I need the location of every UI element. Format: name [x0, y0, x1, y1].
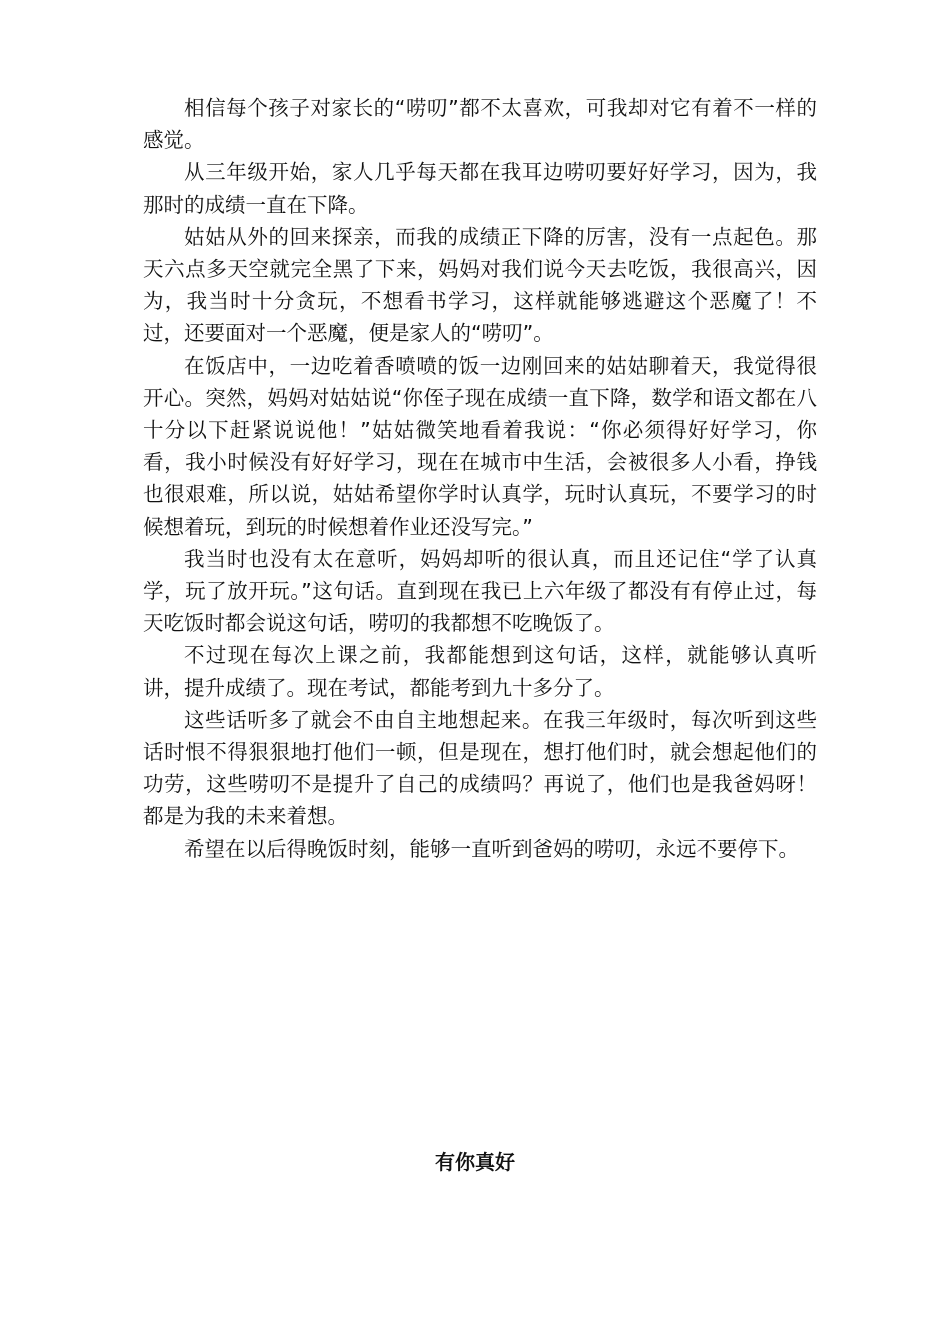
paragraph: 这些话听多了就会不由自主地想起来。在我三年级时，每次听到这些话时恨不得狠狠地打他们一顿，但是现在，想打他们时，就会想起他们的功劳，这些唠叨不是提升了自己的成绩吗？再说了，他们也是我爸妈呀！都是为我的未来着想。 [143, 707, 817, 829]
paragraph: 希望在以后得晚饭时刻，能够一直听到爸妈的唠叨，永远不要停下。 [184, 836, 799, 861]
paragraph: 从三年级开始，家人几乎每天都在我耳边唠叨要好好学习，因为，我那时的成绩一直在下降。 [143, 160, 817, 217]
paragraph: 姑姑从外的回来探亲，而我的成绩正下降的厉害，没有一点起色。那天六点多天空就完全黑了下来，妈妈对我们说今天去吃饭，我很高兴，因为，我当时十分贪玩，不想看书学习，这样就能够逃避这个恶魔了！不过，还要面对一个恶魔，便是家人的“唠叨”。 [143, 224, 817, 346]
paragraph: 我当时也没有太在意听，妈妈却听的很认真，而且还记住“学了认真学，玩了放开玩。”这句话。直到现在我已上六年级了都没有有停止过，每天吃饭时都会说这句话，唠叨的我都想不吃晚饭了。 [143, 546, 817, 636]
paragraph: 在饭店中，一边吃着香喷喷的饭一边刚回来的姑姑聊着天，我觉得很开心。突然，妈妈对姑姑说“你侄子现在成绩一直下降，数学和语文都在八十分以下赶紧说说他！”姑姑微笑地看着我说：“你必须得好好学习，你看，我小时候没有好好学习，现在在城市中生活，会被很多人小看，挣钱也很艰难，所以说，姑姑希望你学时认真学，玩时认真玩，不要学习的时候想着玩，到玩的时候想着作业还没写完。” [143, 353, 817, 539]
next-essay-title: 有你真好 [435, 1150, 515, 1174]
paragraph: 相信每个孩子对家长的“唠叨”都不太喜欢，可我却对它有着不一样的感觉。 [143, 96, 817, 153]
paragraph: 不过现在每次上课之前，我都能想到这句话，这样，就能够认真听讲，提升成绩了。现在考试，都能考到九十多分了。 [143, 643, 817, 700]
essay-body [143, 92, 817, 865]
